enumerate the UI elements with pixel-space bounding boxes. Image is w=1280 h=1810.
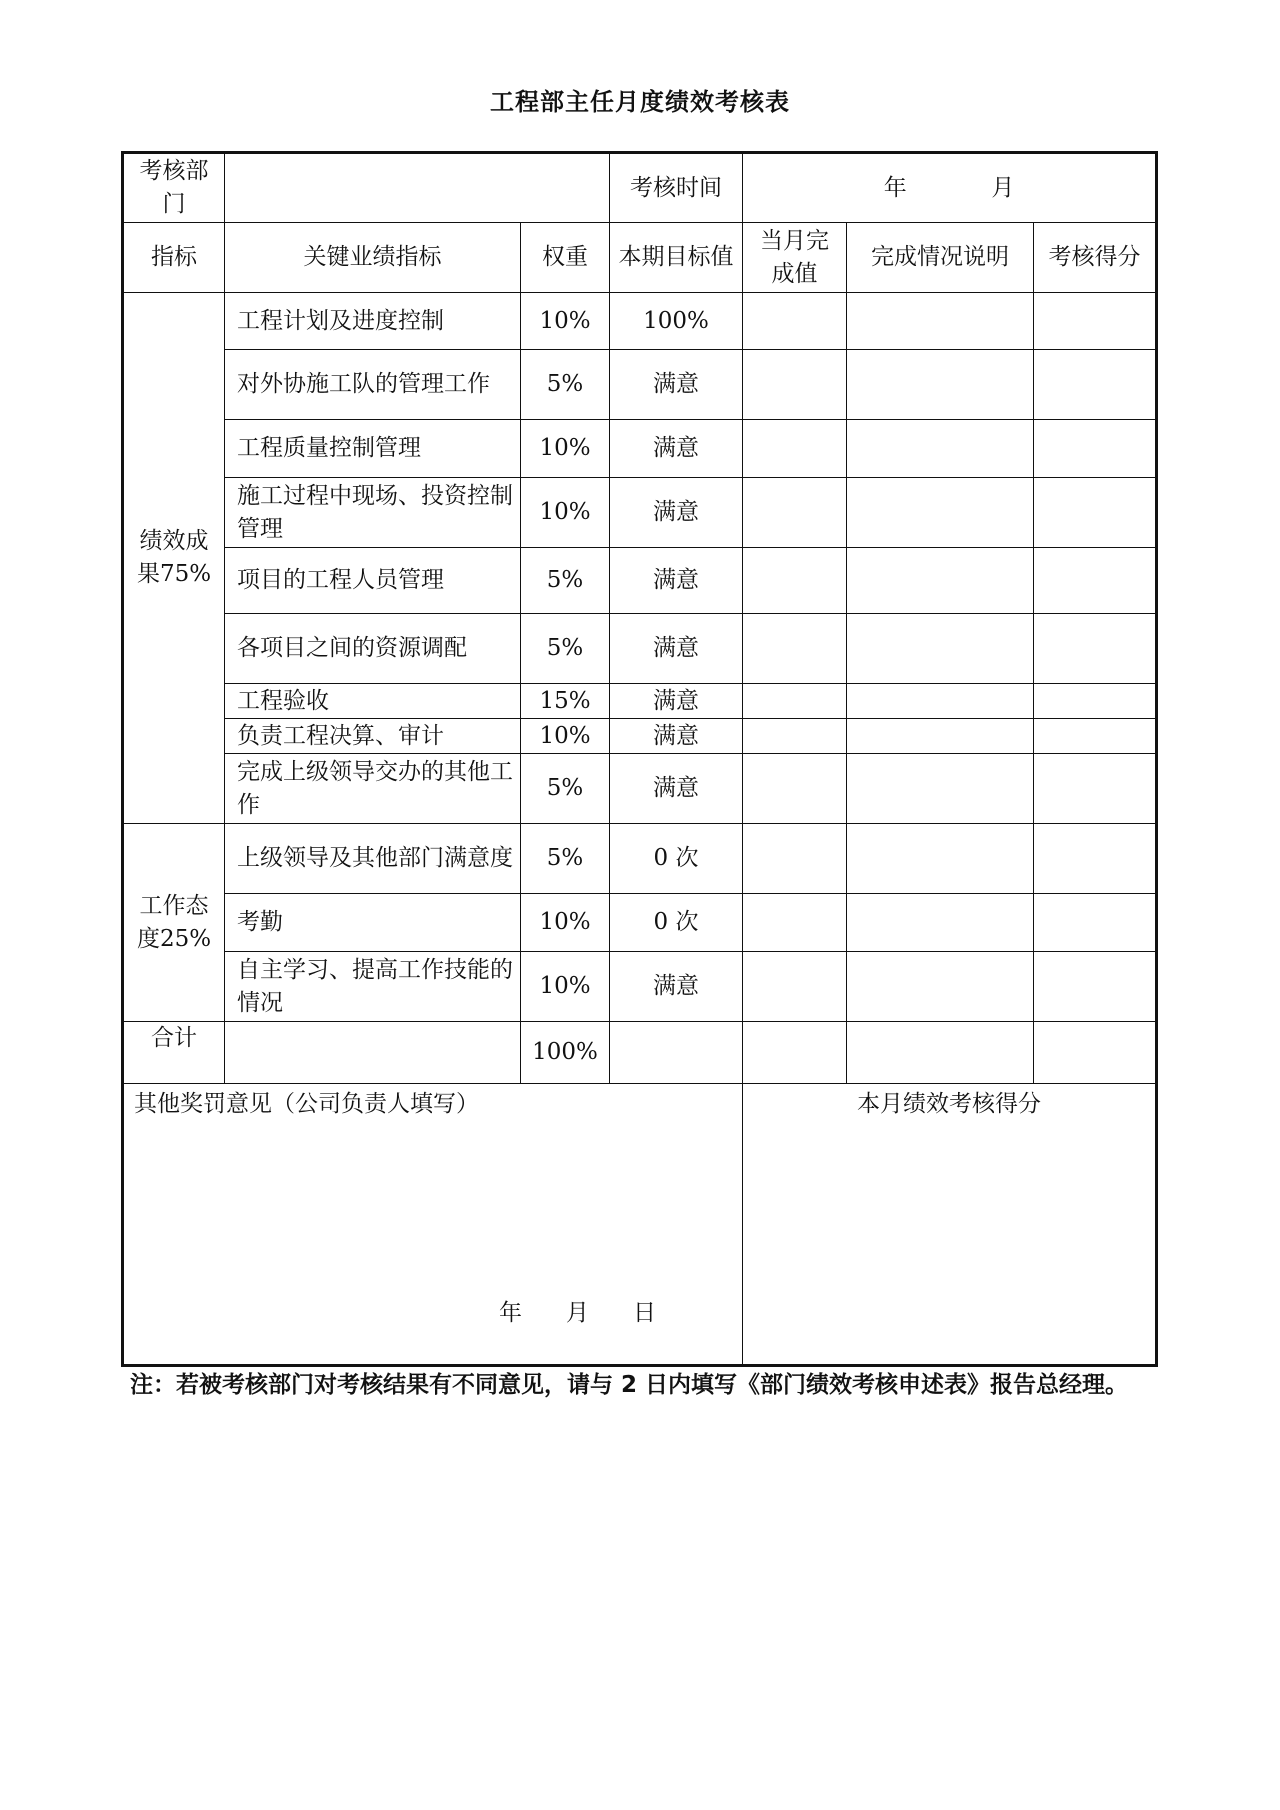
kpi-actual-cell[interactable] — [743, 614, 847, 684]
kpi-actual-cell[interactable] — [743, 719, 847, 754]
kpi-target: 满意 — [610, 684, 743, 719]
date-year: 年 — [499, 1300, 522, 1326]
opinion-date — [499, 1297, 700, 1330]
kpi-explain-cell[interactable] — [847, 894, 1034, 952]
kpi-target: 满意 — [610, 952, 743, 1022]
kpi-explain-cell[interactable] — [847, 548, 1034, 614]
col-indicator: 指标 — [123, 223, 225, 293]
kpi-name: 考勤 — [225, 894, 521, 952]
kpi-name: 工程计划及进度控制 — [225, 293, 521, 350]
kpi-score-cell[interactable] — [1034, 824, 1157, 894]
footnote: 注：若被考核部门对考核结果有不同意见，请与 2 日内填写《部门绩效考核申述表》报告总经理。 — [130, 1372, 1129, 1398]
monthly-score-cell[interactable] — [743, 1084, 1157, 1366]
kpi-explain-cell[interactable] — [847, 952, 1034, 1022]
kpi-score-cell[interactable] — [1034, 614, 1157, 684]
kpi-score-cell[interactable] — [1034, 478, 1157, 548]
table-row — [123, 894, 1157, 952]
kpi-score-cell[interactable] — [1034, 719, 1157, 754]
total-kpi-cell[interactable] — [225, 1022, 521, 1084]
kpi-weight: 5% — [521, 350, 610, 420]
kpi-score-cell[interactable] — [1034, 684, 1157, 719]
kpi-score-cell[interactable] — [1034, 754, 1157, 824]
time-year: 年 — [883, 174, 907, 201]
col-target: 本期目标值 — [610, 223, 743, 293]
kpi-explain-cell[interactable] — [847, 478, 1034, 548]
kpi-name: 工程质量控制管理 — [225, 420, 521, 478]
kpi-target: 满意 — [610, 614, 743, 684]
table-row — [123, 719, 1157, 754]
kpi-explain-cell[interactable] — [847, 614, 1034, 684]
kpi-weight: 10% — [521, 952, 610, 1022]
date-day: 日 — [633, 1300, 656, 1326]
col-kpi: 关键业绩指标 — [225, 223, 521, 293]
time-value-cell[interactable] — [743, 153, 1157, 223]
kpi-weight: 10% — [521, 478, 610, 548]
kpi-target: 满意 — [610, 420, 743, 478]
kpi-actual-cell[interactable] — [743, 548, 847, 614]
table-row — [123, 824, 1157, 894]
kpi-score-cell[interactable] — [1034, 894, 1157, 952]
kpi-score-cell[interactable] — [1034, 952, 1157, 1022]
kpi-weight: 5% — [521, 824, 610, 894]
kpi-explain-cell[interactable] — [847, 754, 1034, 824]
table-row — [123, 614, 1157, 684]
kpi-explain-cell[interactable] — [847, 350, 1034, 420]
col-explain: 完成情况说明 — [847, 223, 1034, 293]
kpi-target: 0 次 — [610, 894, 743, 952]
total-target-cell[interactable] — [610, 1022, 743, 1084]
table-row — [123, 684, 1157, 719]
kpi-name: 上级领导及其他部门满意度 — [225, 824, 521, 894]
kpi-score-cell[interactable] — [1034, 350, 1157, 420]
kpi-target: 100% — [610, 293, 743, 350]
total-row — [123, 1022, 1157, 1084]
kpi-target: 满意 — [610, 478, 743, 548]
total-explain-cell[interactable] — [847, 1022, 1034, 1084]
kpi-name: 对外协施工队的管理工作 — [225, 350, 521, 420]
kpi-name: 项目的工程人员管理 — [225, 548, 521, 614]
table-row — [123, 952, 1157, 1022]
kpi-actual-cell[interactable] — [743, 684, 847, 719]
kpi-weight: 5% — [521, 754, 610, 824]
kpi-explain-cell[interactable] — [847, 684, 1034, 719]
kpi-actual-cell[interactable] — [743, 894, 847, 952]
date-month: 月 — [566, 1300, 589, 1326]
kpi-actual-cell[interactable] — [743, 952, 847, 1022]
kpi-name: 自主学习、提高工作技能的情况 — [225, 952, 521, 1022]
kpi-actual-cell[interactable] — [743, 754, 847, 824]
kpi-score-cell[interactable] — [1034, 293, 1157, 350]
kpi-explain-cell[interactable] — [847, 719, 1034, 754]
kpi-weight: 10% — [521, 293, 610, 350]
kpi-target: 0 次 — [610, 824, 743, 894]
group-label: 工作态度25% — [123, 824, 225, 1022]
kpi-explain-cell[interactable] — [847, 420, 1034, 478]
dept-value-cell[interactable] — [225, 153, 610, 223]
kpi-name: 工程验收 — [225, 684, 521, 719]
table-row — [123, 548, 1157, 614]
kpi-actual-cell[interactable] — [743, 293, 847, 350]
column-header-row — [123, 223, 1157, 293]
group-label: 绩效成果75% — [123, 293, 225, 824]
kpi-score-cell[interactable] — [1034, 548, 1157, 614]
kpi-score-cell[interactable] — [1034, 420, 1157, 478]
kpi-target: 满意 — [610, 548, 743, 614]
time-month: 月 — [991, 174, 1015, 201]
table-row — [123, 420, 1157, 478]
kpi-name: 完成上级领导交办的其他工作 — [225, 754, 521, 824]
col-weight: 权重 — [521, 223, 610, 293]
kpi-explain-cell[interactable] — [847, 293, 1034, 350]
footer-row — [123, 1084, 1157, 1366]
kpi-target: 满意 — [610, 350, 743, 420]
appraisal-table — [121, 151, 1158, 1367]
kpi-actual-cell[interactable] — [743, 824, 847, 894]
total-score-cell[interactable] — [1034, 1022, 1157, 1084]
header-row — [123, 153, 1157, 223]
kpi-actual-cell[interactable] — [743, 350, 847, 420]
opinion-label: 其他奖罚意见（公司负责人填写） — [134, 1091, 479, 1117]
total-actual-cell[interactable] — [743, 1022, 847, 1084]
kpi-weight: 10% — [521, 719, 610, 754]
table-row — [123, 754, 1157, 824]
kpi-target: 满意 — [610, 754, 743, 824]
kpi-explain-cell[interactable] — [847, 824, 1034, 894]
total-weight: 100% — [521, 1022, 610, 1084]
kpi-target: 满意 — [610, 719, 743, 754]
table-row — [123, 350, 1157, 420]
dept-label: 考核部门 — [123, 153, 225, 223]
kpi-weight: 5% — [521, 614, 610, 684]
kpi-weight: 10% — [521, 894, 610, 952]
col-actual: 当月完成值 — [743, 223, 847, 293]
table-row — [123, 293, 1157, 350]
kpi-name: 负责工程决算、审计 — [225, 719, 521, 754]
col-score: 考核得分 — [1034, 223, 1157, 293]
kpi-actual-cell[interactable] — [743, 478, 847, 548]
kpi-actual-cell[interactable] — [743, 420, 847, 478]
kpi-weight: 5% — [521, 548, 610, 614]
page-title: 工程部主任月度绩效考核表 — [490, 88, 790, 116]
monthly-score-label: 本月绩效考核得分 — [857, 1091, 1041, 1117]
total-label: 合计 — [123, 1022, 225, 1084]
kpi-weight: 10% — [521, 420, 610, 478]
opinion-cell[interactable] — [123, 1084, 743, 1366]
kpi-name: 施工过程中现场、投资控制管理 — [225, 478, 521, 548]
table-row — [123, 478, 1157, 548]
kpi-weight: 15% — [521, 684, 610, 719]
kpi-name: 各项目之间的资源调配 — [225, 614, 521, 684]
time-label: 考核时间 — [610, 153, 743, 223]
